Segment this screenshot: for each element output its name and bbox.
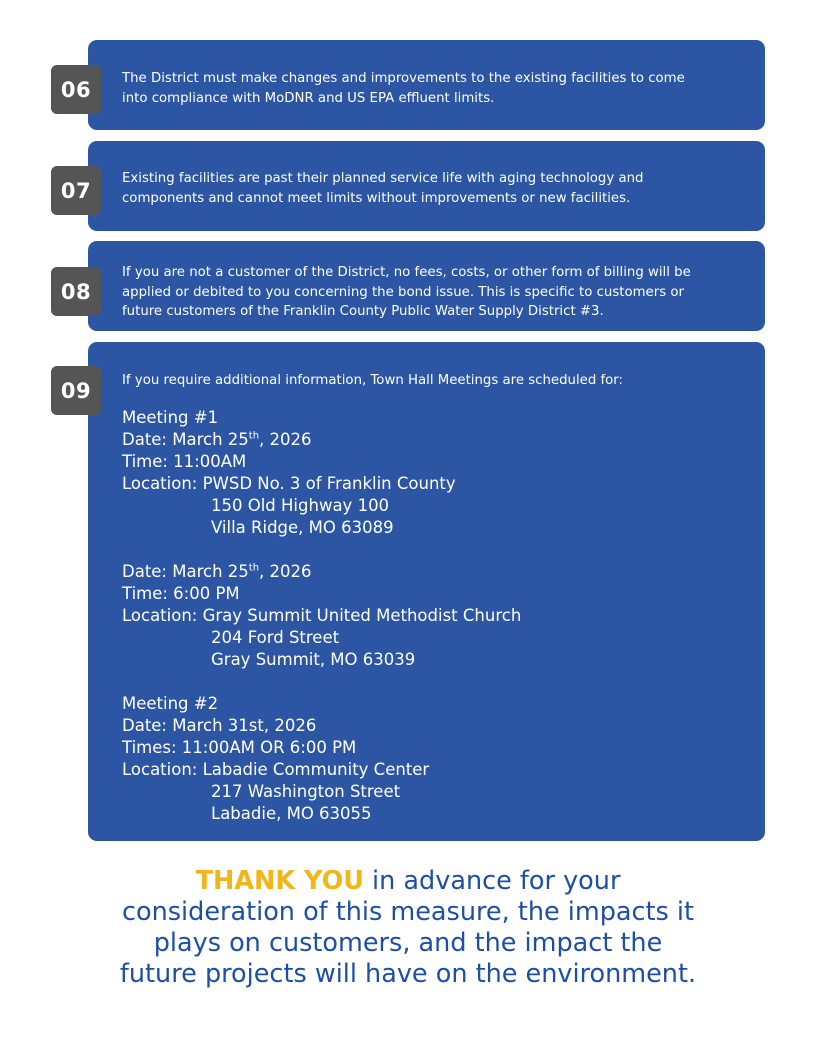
meeting-1b-address-city: Gray Summit, MO 63039 — [211, 650, 416, 669]
meeting-2-date: Date: March 31st, 2026 — [122, 716, 317, 735]
item-07-text — [122, 169, 767, 208]
item-card-07 — [88, 141, 765, 231]
thank-you-highlight: THANK YOU — [195, 866, 364, 896]
item-number-07: 07 — [51, 166, 101, 215]
meeting-2-location: Location: Labadie Community Center — [122, 760, 430, 779]
closing-line-4: future projects will have on the environment. — [119, 959, 697, 989]
item-06-text — [122, 69, 767, 108]
closing-line-1: THANK YOU in advance for your — [195, 866, 621, 896]
meeting-schedule — [122, 407, 521, 825]
meeting-1a-location: Location: PWSD No. 3 of Franklin County — [122, 474, 456, 493]
closing-line-3: plays on customers, and the impact the — [153, 928, 663, 958]
meeting-1b-location: Location: Gray Summit United Methodist Church — [122, 606, 522, 625]
item-08-line: applied or debited to you concerning the bond issue. This is specific to customers or — [122, 284, 684, 300]
meeting-2-time: Times: 11:00AM OR 6:00 PM — [122, 738, 357, 757]
item-number-06: 06 — [51, 65, 101, 114]
meeting-1b-time: Time: 6:00 PM — [122, 584, 240, 603]
meeting-1a-date: Date: March 25th, 2026 — [122, 430, 312, 449]
item-card-09 — [88, 342, 765, 841]
closing-message — [0, 866, 816, 990]
item-09-intro: If you require additional information, Town Hall Meetings are scheduled for: — [122, 373, 624, 388]
item-07-line: Existing facilities are past their planned service life with aging technology and — [122, 171, 644, 186]
item-08-text — [122, 263, 767, 322]
meeting-2-address-city: Labadie, MO 63055 — [211, 804, 372, 823]
meeting-1b-date: Date: March 25th, 2026 — [122, 562, 312, 581]
item-08-line: If you are not a customer of the District, no fees, costs, or other form of billing will be — [122, 265, 691, 280]
closing-line-2: consideration of this measure, the impacts it — [121, 897, 695, 927]
item-card-06 — [88, 40, 765, 130]
meeting-1a-address-street: 150 Old Highway 100 — [211, 496, 390, 515]
item-06-line: The District must make changes and improvements to the existing facilities to come — [122, 71, 685, 86]
meeting-2-address-street: 217 Washington Street — [211, 782, 401, 801]
meeting-2-heading: Meeting #2 — [122, 694, 219, 713]
meeting-1-heading: Meeting #1 — [122, 408, 219, 427]
item-07-line: components and cannot meet limits without improvements or new facilities. — [122, 190, 631, 206]
meeting-1a-time: Time: 11:00AM — [122, 452, 247, 471]
item-06-line: into compliance with MoDNR and US EPA effluent limits. — [122, 90, 495, 106]
item-number-09: 09 — [51, 366, 101, 415]
item-08-line: future customers of the Franklin County Public Water Supply District #3. — [122, 304, 604, 319]
item-number-08: 08 — [51, 267, 101, 316]
meeting-1b-address-street: 204 Ford Street — [211, 628, 340, 647]
item-card-08 — [88, 241, 765, 331]
meeting-1a-address-city: Villa Ridge, MO 63089 — [211, 518, 394, 537]
